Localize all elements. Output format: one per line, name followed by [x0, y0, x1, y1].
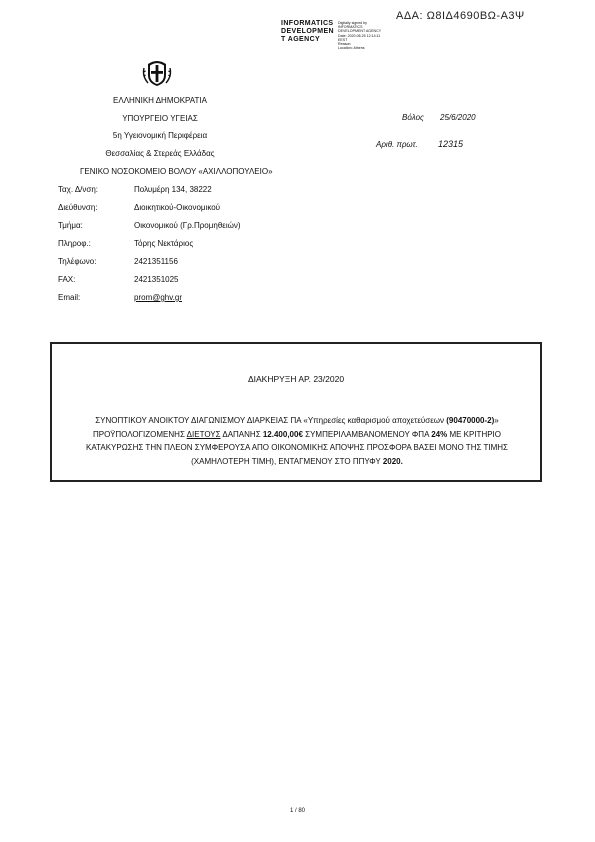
header-ministry: ΥΠΟΥΡΓΕΙΟ ΥΓΕΙΑΣ: [122, 114, 198, 123]
info-value: 2421351156: [134, 257, 178, 266]
info-value: Διοικητικού-Οικονομικού: [134, 203, 221, 212]
protocol-label: Αριθ. πρωτ.: [376, 140, 418, 149]
info-label: Τηλέφωνο:: [58, 257, 97, 266]
stamp-words: [281, 20, 334, 50]
stamp-fine-line: DEVELOPMENT AGENCY: [338, 29, 382, 34]
ada-code: ΑΔΑ: Ω8ΙΔ4690ΒΩ-Α3Ψ: [396, 10, 525, 22]
protocol-number: 12315: [438, 139, 464, 149]
document-date: 25/6/2020: [440, 113, 476, 122]
info-label: Τμήμα:: [58, 221, 83, 230]
stamp-fine-line: Location: Athens: [338, 46, 365, 51]
budget-amount: 12.400,00€: [262, 429, 303, 439]
coat-of-arms-icon: [141, 56, 173, 88]
notice-text-part: ΣΥΜΠΕΡΙΛΑΜΒΑΝΟΜΕΝΟΥ ΦΠΑ: [302, 429, 432, 439]
notice-text-part: ΔΑΠΑΝΗΣ: [220, 429, 263, 439]
info-value: Τόρης Νεκτάριος: [134, 239, 194, 248]
info-label: Email:: [58, 293, 81, 302]
stamp-fine-print: [338, 20, 381, 50]
vat-rate: 24%: [431, 429, 448, 439]
info-label: Πληροφ.:: [58, 239, 91, 248]
info-value: Οικονομικού (Γρ.Προμηθειών): [134, 221, 241, 230]
digital-signature-stamp: [281, 20, 381, 50]
notice-title: ΔΙΑΚΗΡΥΞΗ ΑΡ. 23/2020: [247, 374, 345, 384]
info-label: Ταχ. Δ/νση:: [58, 185, 99, 194]
stamp-word: INFORMATICS: [281, 20, 334, 27]
header-country: ΕΛΛΗΝΙΚΗ ΔΗΜΟΚΡΑΤΙΑ: [113, 96, 207, 105]
notice-text-part: » ΠΡΟΫΠΟΛΟΓΙΖΟΜΕΝΗΣ: [92, 416, 499, 439]
stamp-fine-line: Reason:: [338, 42, 352, 47]
notice-text-part: ΜΕ ΚΡΙΤΗΡΙΟ ΚΑΤΑΚΥΡΩΣΗΣ ΤΗΝ ΠΛΕΟΝ ΣΥΜΦΕΡΟΥΣΑ ΑΠΟ ΟΙΚΟΝΟΜΙΚΗΣ ΑΠΟΨΗΣ ΠΡΟΣΦΟΡΑ ΒΑΣΕΙ ΜΟΝΟ ΤΗΣ ΤΙΜΗΣ (ΧΑΜΗΛΟΤΕΡΗ ΤΙΜΗ), ΕΝΤΑΓΜΕΝΟΥ ΣΤΟ ΠΠΥΦΥ: [85, 429, 508, 466]
cpv-code: (90470000-2): [446, 416, 495, 425]
info-label: Διεύθυνση:: [58, 203, 98, 212]
stamp-fine-line: INFORMATICS: [338, 25, 363, 30]
notice-box: [50, 342, 542, 482]
duration-term: ΔΙΕΤΟΥΣ: [186, 429, 221, 439]
header-hospital: ΓΕΝΙΚΟ ΝΟΣΟΚΟΜΕΙΟ ΒΟΛΟΥ «ΑΧΙΛΛΟΠΟΥΛΕΙΟ»: [80, 167, 273, 176]
header-region: 5η Υγειονομική Περιφέρεια: [112, 131, 208, 140]
stamp-fine-line: Date: 2020.06.25 12:14:11: [338, 33, 381, 38]
notice-text-part: ΣΥΝΟΠΤΙΚΟΥ ΑΝΟΙΚΤΟΥ ΔΙΑΓΩΝΙΣΜΟΥ ΔΙΑΡΚΕΙΑΣ ΠΑ «Υπηρεσίες καθαρισμού αποχετεύσεων: [95, 416, 445, 425]
stamp-word: DEVELOPMEN: [281, 28, 335, 35]
info-label: FAX:: [58, 275, 76, 284]
notice-text: [64, 414, 530, 468]
place-label: Βόλος: [402, 113, 424, 122]
info-value: 2421351025: [134, 275, 179, 284]
stamp-word: T AGENCY: [281, 36, 321, 43]
email-link[interactable]: prom@ghv.gr: [134, 293, 182, 302]
header-region-area: Θεσσαλίας & Στερεάς Ελλάδας: [105, 149, 215, 158]
program-year: 2020.: [382, 456, 403, 466]
page-number: 1 / 80: [289, 808, 305, 814]
stamp-fine-line: EEST: [338, 37, 348, 42]
info-value: Πολυμέρη 134, 38222: [134, 185, 212, 194]
stamp-fine-line: Digitally signed by: [338, 21, 367, 25]
